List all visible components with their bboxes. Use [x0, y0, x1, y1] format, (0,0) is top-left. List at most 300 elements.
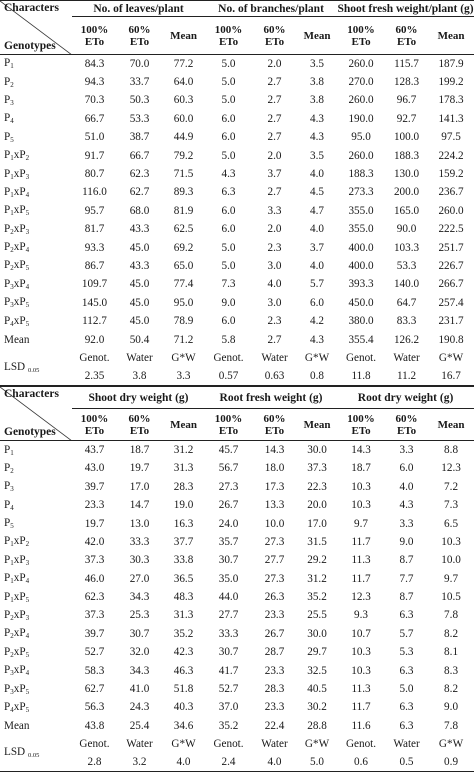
genotype-label: $P_1xP_2$ — [4, 149, 30, 163]
lsd-value: 11.8 — [337, 367, 385, 386]
table-cell: 56.3 — [84, 701, 105, 714]
table-cell: 37.0 — [218, 701, 239, 714]
table-cell: 260.0 — [438, 204, 464, 217]
table-cell: 273.3 — [348, 186, 374, 199]
table-cell: 95.0 — [351, 131, 371, 144]
table-cell: 14.3 — [351, 444, 371, 457]
table-cell: 8.2 — [444, 683, 459, 696]
table-cell: 34.6 — [173, 719, 194, 732]
lsd-header: G*W — [304, 351, 330, 364]
sub-header: Mean — [297, 17, 337, 55]
table-cell: 5.0 — [399, 683, 414, 696]
table-cell: 2.7 — [267, 186, 282, 199]
table-cell: 3.5 — [310, 149, 325, 162]
table-cell: 35.0 — [218, 572, 239, 585]
table-cell: 10.0 — [441, 554, 461, 567]
lsd-value: 0.8 — [297, 367, 337, 386]
table-cell: 450.0 — [348, 296, 374, 309]
genotype-label: $P_3xP_5$ — [4, 682, 30, 696]
table-cell: 116.0 — [82, 186, 107, 199]
table-row — [0, 202, 474, 220]
table-cell: 10.3 — [351, 646, 371, 659]
table-cell: 2.7 — [267, 333, 282, 346]
table-cell: 43.3 — [129, 259, 150, 272]
table-cell: 9.0 — [221, 296, 236, 309]
table-cell: 109.7 — [81, 278, 108, 291]
table-cell: 66.7 — [129, 149, 150, 162]
group-header: Root dry weight (g) — [337, 387, 474, 409]
lsd-header: Water — [126, 351, 153, 364]
table-cell: 43.3 — [129, 223, 150, 236]
table-row — [0, 717, 474, 735]
lsd-value: 3.8 — [117, 367, 162, 386]
table-cell: 8.8 — [444, 444, 459, 457]
group-header: Root fresh weight (g) — [205, 387, 337, 409]
table-cell: 10.3 — [351, 480, 371, 493]
table-cell: 40.5 — [307, 683, 327, 696]
lsd-value: 0.57 — [205, 367, 252, 386]
table-cell: 24.3 — [129, 701, 150, 714]
table-cell: 6.0 — [221, 112, 236, 125]
table-cell: 92.0 — [84, 333, 105, 346]
table-cell: 32.5 — [307, 664, 327, 677]
table-cell: 6.3 — [399, 609, 414, 622]
table-cell: 187.9 — [438, 57, 464, 70]
table-cell: 30.2 — [307, 701, 327, 714]
genotype-label: $P_1xP_3$ — [4, 553, 30, 567]
table-cell: 4.5 — [310, 186, 325, 199]
table-cell: 30.7 — [129, 627, 150, 640]
genotype-label: $P_4xP_5$ — [4, 314, 30, 328]
table-row — [0, 588, 474, 606]
table-cell: 42.0 — [84, 535, 105, 548]
genotype-label: $P_3xP_4$ — [4, 664, 30, 678]
table-cell: 6.0 — [221, 315, 236, 328]
table-cell: 91.7 — [84, 149, 105, 162]
table-cell: 7.8 — [444, 609, 459, 622]
table-cell: 25.3 — [129, 609, 150, 622]
table-cell: 33.7 — [129, 76, 150, 89]
table-cell: 393.3 — [348, 278, 374, 291]
table-cell: 2.7 — [267, 94, 282, 107]
table-cell: 34.3 — [129, 591, 150, 604]
lsd-value: 16.7 — [428, 367, 474, 386]
table-cell: 128.3 — [393, 76, 420, 89]
table-cell: 14.3 — [264, 444, 285, 457]
table-row — [0, 110, 474, 128]
table-row — [0, 569, 474, 587]
table-cell: 7.3 — [221, 278, 236, 291]
table-row — [0, 91, 474, 109]
characters-label: Characters — [4, 2, 59, 14]
table-cell: 6.3 — [399, 664, 414, 677]
table-cell: 71.2 — [173, 333, 194, 346]
table-cell: 257.4 — [438, 296, 464, 309]
table-cell: 13.3 — [264, 499, 285, 512]
sub-header: 100% ETo — [72, 17, 117, 55]
table-cell: 93.3 — [84, 241, 105, 254]
table-cell: 11.3 — [351, 554, 371, 567]
table-cell: 17.0 — [129, 480, 150, 493]
sub-header: 60% ETo — [252, 409, 297, 441]
table-cell: 141.3 — [438, 112, 464, 125]
table-cell: 8.2 — [444, 627, 459, 640]
table-cell: 200.0 — [393, 186, 420, 199]
table-cell: 3.5 — [310, 57, 325, 70]
table-cell: 71.5 — [173, 168, 194, 181]
lsd-header: Genot. — [79, 351, 110, 364]
lsd-value: 0.9 — [428, 753, 474, 771]
table-row — [0, 698, 474, 716]
table-cell: 4.7 — [310, 204, 325, 217]
genotype-label: $P_2xP_3$ — [4, 222, 30, 236]
table-cell: 69.2 — [173, 241, 194, 254]
genotype-label: $P_1xP_5$ — [4, 590, 30, 604]
table-cell: 115.7 — [394, 57, 419, 70]
table-cell: 39.7 — [84, 480, 105, 493]
table-cell: 37.3 — [84, 554, 105, 567]
table-row — [0, 330, 474, 348]
lsd-label: LSD $_{0.05}$ — [0, 735, 72, 771]
table-cell: 8.1 — [444, 646, 459, 659]
table-cell: 31.3 — [173, 609, 194, 622]
table-cell: 2.7 — [267, 76, 282, 89]
group-header: Shoot dry weight (g) — [72, 387, 205, 409]
table-cell: 50.4 — [129, 333, 150, 346]
table-cell: 190.8 — [438, 333, 464, 346]
table-cell: 5.0 — [221, 57, 236, 70]
lsd-value: 2.4 — [205, 753, 252, 771]
table-row — [0, 514, 474, 532]
genotype-label: $P_2$ — [4, 75, 14, 89]
group-header: No. of branches/plant — [205, 1, 337, 17]
table-cell: 10.3 — [351, 664, 371, 677]
table-row — [0, 165, 474, 183]
table-cell: 25.4 — [129, 719, 150, 732]
table-cell: 53.3 — [129, 112, 150, 125]
table-cell: 380.0 — [348, 315, 374, 328]
table-row — [0, 257, 474, 275]
table-cell: 7.2 — [444, 480, 459, 493]
table-cell: 27.7 — [218, 609, 239, 622]
table-cell: 4.0 — [310, 259, 325, 272]
table-cell: 35.2 — [307, 591, 327, 604]
table-cell: 10.3 — [441, 535, 461, 548]
table-cell: 30.0 — [307, 444, 327, 457]
table-cell: 96.7 — [396, 94, 417, 107]
table-cell: 81.9 — [173, 204, 194, 217]
table-row — [0, 238, 474, 256]
table-row — [0, 459, 474, 477]
table-cell: 62.3 — [84, 591, 105, 604]
table-cell: 355.0 — [348, 204, 374, 217]
table-cell: 70.3 — [84, 94, 105, 107]
table-cell: 130.0 — [393, 168, 420, 181]
table-cell: 19.7 — [84, 517, 105, 530]
table-cell: 9.7 — [354, 517, 369, 530]
table-cell: 7.3 — [444, 499, 459, 512]
lsd-value: 0.5 — [385, 753, 428, 771]
table-cell: 27.7 — [264, 554, 285, 567]
table-cell: 83.3 — [396, 315, 417, 328]
lsd-header: G*W — [304, 738, 330, 750]
table-cell: 77.4 — [173, 278, 194, 291]
table-cell: 5.0 — [221, 76, 236, 89]
genotype-label: $P_5$ — [4, 517, 14, 530]
table-cell: 43.0 — [84, 462, 105, 475]
table-cell: 34.3 — [129, 664, 150, 677]
table-cell: 6.0 — [221, 223, 236, 236]
table-cell: 45.0 — [129, 241, 150, 254]
lsd-value: 3.3 — [162, 367, 205, 386]
genotype-label: $P_4$ — [4, 112, 14, 126]
table-cell: 4.2 — [310, 315, 325, 328]
table-cell: 53.3 — [396, 259, 417, 272]
table-cell: 89.3 — [173, 186, 194, 199]
table-cell: 4.3 — [399, 499, 414, 512]
lsd-value: 4.0 — [162, 753, 205, 771]
lsd-value: 2.8 — [72, 753, 117, 771]
table-cell: 31.2 — [173, 444, 194, 457]
table-cell: 2.0 — [267, 57, 282, 70]
table-cell: 178.3 — [438, 94, 464, 107]
table-cell: 2.7 — [267, 131, 282, 144]
genotype-label: $P_1xP_5$ — [4, 204, 30, 218]
genotype-label: $P_3xP_5$ — [4, 296, 30, 310]
sub-header: 60% ETo — [385, 409, 428, 441]
genotype-label: $P_4$ — [4, 498, 14, 512]
table-cell: 27.0 — [129, 572, 150, 585]
table-row — [0, 128, 474, 146]
genotype-label: $P_2xP_5$ — [4, 259, 30, 273]
table-cell: 3.8 — [310, 94, 325, 107]
table-cell: 45.0 — [129, 296, 150, 309]
table-cell: 62.7 — [129, 186, 150, 199]
table-cell: 5.0 — [221, 149, 236, 162]
table-cell: 222.5 — [438, 223, 464, 236]
table-cell: 126.2 — [393, 333, 420, 346]
genotype-label: Mean — [4, 719, 30, 732]
table-2 — [0, 386, 474, 771]
table-cell: 355.0 — [348, 223, 374, 236]
table-cell: 79.2 — [173, 149, 194, 162]
sub-header: 60% ETo — [117, 17, 162, 55]
genotypes-label: Genotypes — [4, 426, 56, 439]
lsd-label: LSD $_{0.05}$ — [0, 349, 72, 386]
table-cell: 199.2 — [438, 76, 464, 89]
table-cell: 17.0 — [307, 517, 327, 530]
table-cell: 23.3 — [264, 664, 285, 677]
table-cell: 5.0 — [221, 259, 236, 272]
genotype-label: $P_2xP_4$ — [4, 241, 30, 255]
table-cell: 4.3 — [310, 112, 325, 125]
lsd-header: Water — [393, 738, 420, 750]
table-cell: 35.7 — [218, 535, 239, 548]
table-cell: 41.7 — [218, 664, 239, 677]
table-cell: 10.0 — [264, 517, 285, 530]
table-cell: 12.3 — [351, 591, 371, 604]
table-cell: 19.7 — [129, 462, 150, 475]
table-cell: 13.0 — [129, 517, 150, 530]
table-cell: 65.0 — [173, 259, 194, 272]
table-cell: 18.7 — [351, 462, 371, 475]
table-cell: 36.5 — [173, 572, 194, 585]
genotypes-label: Genotypes — [4, 40, 56, 52]
genotype-label: $P_1$ — [4, 57, 14, 71]
table-cell: 112.7 — [82, 315, 107, 328]
table-cell: 5.7 — [310, 278, 325, 291]
sub-header: 60% ETo — [117, 409, 162, 441]
table-cell: 43.7 — [84, 444, 105, 457]
lsd-header: Water — [393, 351, 420, 364]
table-cell: 5.7 — [399, 627, 414, 640]
table-cell: 145.0 — [81, 296, 108, 309]
sub-header: Mean — [162, 409, 205, 441]
table-cell: 60.0 — [173, 112, 194, 125]
lsd-header: Water — [261, 738, 288, 750]
table-cell: 31.5 — [307, 535, 327, 548]
table-cell: 9.7 — [444, 572, 459, 585]
table-cell: 165.0 — [393, 204, 420, 217]
table-cell: 3.0 — [267, 259, 282, 272]
table-cell: 6.0 — [221, 204, 236, 217]
table-cell: 2.3 — [267, 241, 282, 254]
table-cell: 26.7 — [218, 499, 239, 512]
table-row — [0, 73, 474, 91]
table-cell: 30.7 — [218, 646, 239, 659]
sub-header: 100% ETo — [337, 409, 385, 441]
table-cell: 30.0 — [307, 627, 327, 640]
table-cell: 33.3 — [218, 627, 239, 640]
table-cell: 9.0 — [399, 535, 414, 548]
table-cell: 6.3 — [221, 186, 236, 199]
table-cell: 3.7 — [267, 168, 282, 181]
genotype-label: $P_1$ — [4, 443, 14, 457]
table-cell: 25.5 — [307, 609, 327, 622]
table-cell: 28.7 — [264, 646, 285, 659]
table-cell: 11.6 — [351, 719, 371, 732]
table-cell: 68.0 — [129, 204, 150, 217]
lsd-header: Genot. — [345, 351, 377, 364]
table-cell: 3.8 — [310, 76, 325, 89]
table-cell: 40.3 — [173, 701, 194, 714]
table-cell: 29.2 — [307, 554, 327, 567]
sub-header: 60% ETo — [252, 17, 297, 55]
table-row — [0, 496, 474, 514]
table-cell: 60.3 — [173, 94, 194, 107]
table-cell: 19.0 — [173, 499, 194, 512]
table-cell: 140.0 — [393, 278, 420, 291]
table-cell: 266.7 — [438, 278, 464, 291]
table-cell: 48.3 — [173, 591, 194, 604]
table-cell: 400.0 — [348, 241, 374, 254]
lsd-header: G*W — [438, 351, 464, 364]
group-header: No. of leaves/plant — [72, 1, 205, 17]
table-cell: 17.3 — [264, 480, 285, 493]
table-row — [0, 661, 474, 679]
sub-header: Mean — [428, 17, 474, 55]
table-cell: 31.3 — [173, 462, 194, 475]
table-cell: 30.3 — [129, 554, 150, 567]
genotype-label: $P_3$ — [4, 93, 14, 107]
table-cell: 188.3 — [393, 149, 420, 162]
table-cell: 31.2 — [307, 572, 327, 585]
table-cell: 12.3 — [441, 462, 461, 475]
table-cell: 35.2 — [218, 719, 239, 732]
table-cell: 46.0 — [84, 572, 105, 585]
lsd-header: Water — [126, 738, 153, 750]
table-row — [0, 55, 474, 73]
table-cell: 224.2 — [438, 149, 464, 162]
table-cell: 14.7 — [129, 499, 150, 512]
genotype-label: $P_1xP_4$ — [4, 185, 30, 199]
table-cell: 10.3 — [351, 499, 371, 512]
table-cell: 20.0 — [307, 499, 327, 512]
table-cell: 37.3 — [84, 609, 105, 622]
genotype-label: $P_3xP_4$ — [4, 277, 30, 291]
table-cell: 190.0 — [348, 112, 374, 125]
table-cell: 42.3 — [173, 646, 194, 659]
table-cell: 4.0 — [267, 278, 282, 291]
table-cell: 64.0 — [173, 76, 194, 89]
sub-header: Mean — [162, 17, 205, 55]
table-cell: 400.0 — [348, 259, 374, 272]
genotype-label: $P_1xP_2$ — [4, 535, 30, 549]
table-cell: 188.3 — [348, 168, 374, 181]
genotype-label: $P_2$ — [4, 461, 14, 475]
genotype-label: $P_1xP_3$ — [4, 167, 30, 181]
characters-label: Characters — [4, 388, 59, 401]
table-row — [0, 146, 474, 164]
group-header: Shoot fresh weight/plant (g) — [337, 2, 474, 15]
genotype-label: $P_4xP_5$ — [4, 700, 30, 714]
lsd-value: 5.0 — [297, 753, 337, 771]
table-cell: 52.7 — [84, 646, 105, 659]
table-cell: 4.3 — [221, 168, 236, 181]
table-cell: 10.5 — [441, 591, 461, 604]
table-cell: 7.8 — [444, 719, 459, 732]
table-row — [0, 643, 474, 661]
table-cell: 18.0 — [264, 462, 285, 475]
table-cell: 2.0 — [267, 149, 282, 162]
table-cell: 4.0 — [310, 223, 325, 236]
genotype-label: $P_1xP_4$ — [4, 572, 30, 586]
table-cell: 8.3 — [444, 664, 459, 677]
table-cell: 28.3 — [173, 480, 194, 493]
table-row — [0, 680, 474, 698]
table-cell: 22.4 — [264, 719, 285, 732]
table-row — [0, 220, 474, 238]
table-cell: 62.3 — [129, 168, 150, 181]
table-cell: 26.3 — [264, 591, 285, 604]
lsd-header: Genot. — [213, 351, 244, 364]
table-cell: 77.2 — [173, 57, 194, 70]
table-cell: 44.9 — [173, 131, 194, 144]
table-row — [0, 551, 474, 569]
table-cell: 355.4 — [348, 333, 374, 346]
table-row — [0, 625, 474, 643]
table-cell: 24.0 — [218, 517, 239, 530]
genotype-label: Mean — [4, 333, 30, 346]
table-cell: 37.3 — [307, 462, 327, 475]
table-cell: 95.7 — [84, 204, 105, 217]
table-cell: 8.7 — [399, 554, 414, 567]
table-cell: 9.3 — [354, 609, 369, 622]
lsd-header: G*W — [171, 738, 196, 750]
table-cell: 11.7 — [351, 535, 371, 548]
table-cell: 45.7 — [218, 444, 239, 457]
lsd-value: 3.2 — [117, 753, 162, 771]
